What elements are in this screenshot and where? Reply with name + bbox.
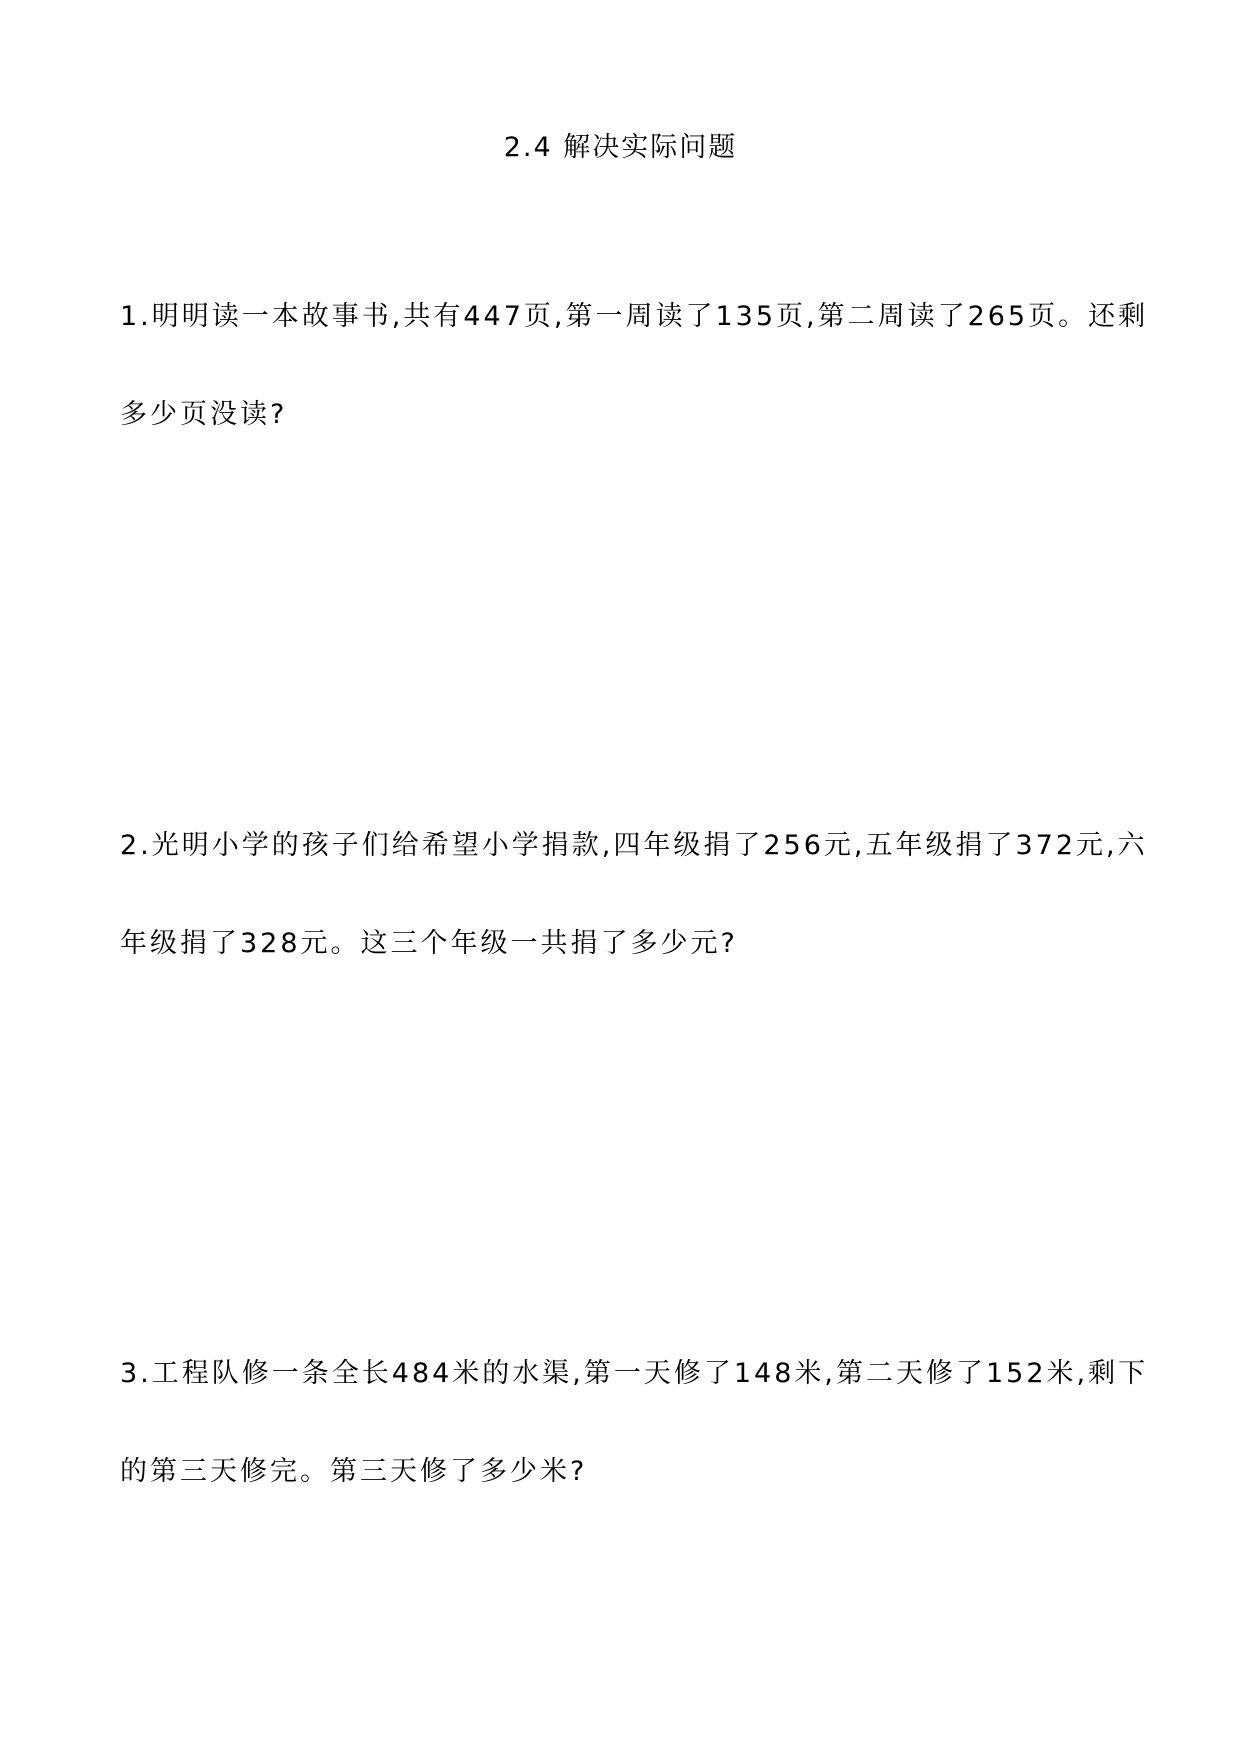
question-1-line-2: 多少页没读? bbox=[120, 399, 288, 430]
question-3 bbox=[120, 1354, 1149, 1492]
question-3-line-2: 的第三天修完。第三天修了多少米? bbox=[120, 1456, 588, 1487]
question-2-line-2: 年级捐了328元。这三个年级一共捐了多少元? bbox=[120, 928, 738, 959]
page-title: 2.4 解决实际问题 bbox=[503, 132, 738, 163]
question-2 bbox=[120, 826, 1148, 964]
question-2-line-1: 2.光明小学的孩子们给希望小学捐款,四年级捐了256元,五年级捐了372元,六 bbox=[120, 830, 1148, 861]
question-1-line-1: 1.明明读一本故事书,共有447页,第一周读了135页,第二周读了265页。还剩 bbox=[120, 301, 1149, 332]
question-1 bbox=[120, 297, 1149, 435]
question-3-line-1: 3.工程队修一条全长484米的水渠,第一天修了148米,第二天修了152米,剩下 bbox=[120, 1358, 1149, 1389]
